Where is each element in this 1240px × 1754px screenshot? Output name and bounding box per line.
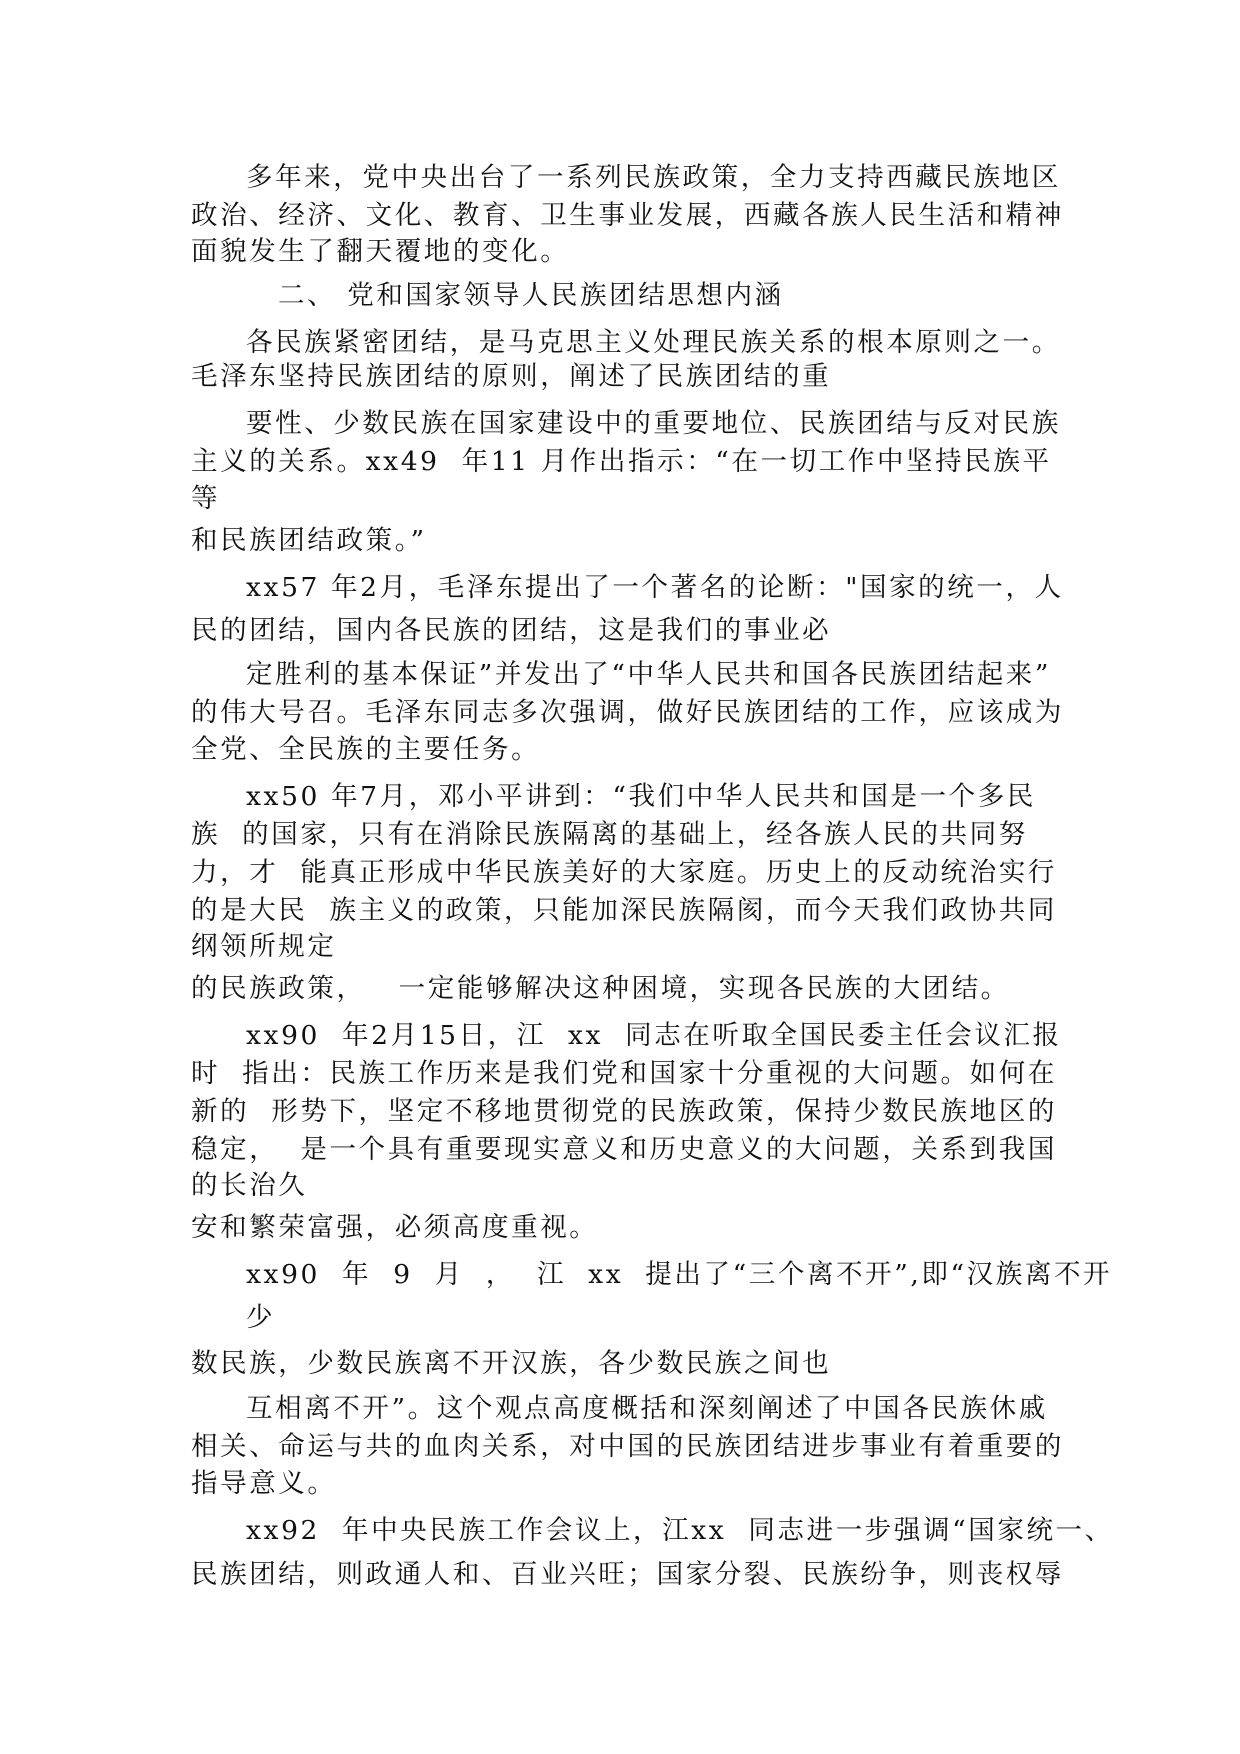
text-line: xx50 年7月，邓小平讲到：“我们中华人民共和国是一个多民 xyxy=(246,781,1036,812)
text-line: 族 的国家，只有在消除民族隔离的基础上，经各族人民的共同努 xyxy=(191,819,1028,850)
text-line: xx90 年2月15日，江 xx 同志在听取全国民委主任会议汇报 xyxy=(246,1020,1062,1051)
text-line: 少 xyxy=(246,1302,276,1333)
text-line: 全党、全民族的主要任务。 xyxy=(191,734,541,765)
text-line: 时 指出：民族工作历来是我们党和国家十分重视的大问题。如何在 xyxy=(191,1058,1057,1089)
text-line: xx92 年中央民族工作会议上，江xx 同志进一步强调“国家统一、 xyxy=(246,1515,1114,1546)
text-line: 数民族，少数民族离不开汉族，各少数民族之间也 xyxy=(191,1348,832,1379)
text-line: 指导意义。 xyxy=(191,1468,337,1499)
text-line: 等 xyxy=(191,483,221,514)
text-line: 要性、少数民族在国家建设中的重要地位、民族团结与反对民族 xyxy=(246,408,1061,439)
text-line: 的民族政策， 一定能够解决这种困境，实现各民族的大团结。 xyxy=(191,973,1010,1004)
text-line: 的伟大号召。毛泽东同志多次强调，做好民族团结的工作，应该成为 xyxy=(191,697,1064,728)
text-line: 民族团结，则政通人和、百业兴旺；国家分裂、民族纷争，则丧权辱 xyxy=(191,1559,1064,1590)
text-line: 毛泽东坚持民族团结的原则，阐述了民族团结的重 xyxy=(191,361,832,392)
text-line: xx57 年2月，毛泽东提出了一个著名的论断："国家的统一，人 xyxy=(246,572,1064,603)
text-line: 政治、经济、文化、教育、卫生事业发展，西藏各族人民生活和精神 xyxy=(191,200,1064,231)
section-heading: 二、 党和国家领导人民族团结思想内涵 xyxy=(278,280,784,311)
text-line: 新的 形势下，坚定不移地贯彻党的民族政策，保持少数民族地区的 xyxy=(191,1096,1057,1127)
text-line: 和民族团结政策。” xyxy=(191,525,427,556)
text-line: 纲领所规定 xyxy=(191,931,337,962)
text-line: 互相离不开”。这个观点高度概括和深刻阐述了中国各民族休戚 xyxy=(246,1393,1048,1424)
text-line: 民的团结，国内各民族的团结，这是我们的事业必 xyxy=(191,615,832,646)
text-line: 力，才 能真正形成中华民族美好的大家庭。历史上的反动统治实行 xyxy=(191,857,1057,888)
text-line: 稳定， 是一个具有重要现实意义和历史意义的大问题，关系到我国 xyxy=(191,1134,1057,1165)
text-line: 多年来，党中央出台了一系列民族政策，全力支持西藏民族地区 xyxy=(246,162,1061,193)
text-line: 的是大民 族主义的政策，只能加深民族隔阂，而今天我们政协共同 xyxy=(191,895,1057,926)
text-line: 各民族紧密团结，是马克思主义处理民族关系的根本原则之一。 xyxy=(246,327,1061,358)
text-line: 的长治久 xyxy=(191,1170,308,1201)
text-line: 安和繁荣富强，必须高度重视。 xyxy=(191,1212,599,1243)
text-line: xx90 年 9 月 ， 江 xx 提出了“三个离不开”,即“汉族离不开 xyxy=(246,1259,1113,1290)
text-line: 面貌发生了翻天覆地的变化。 xyxy=(191,236,570,267)
text-line: 定胜利的基本保证”并发出了“中华人民共和国各民族团结起来” xyxy=(246,659,1052,690)
text-line: 相关、命运与共的血肉关系，对中国的民族团结进步事业有着重要的 xyxy=(191,1431,1064,1462)
text-line: 主义的关系。xx49 年11 月作出指示：“在一切工作中坚持民族平 xyxy=(191,446,1052,477)
